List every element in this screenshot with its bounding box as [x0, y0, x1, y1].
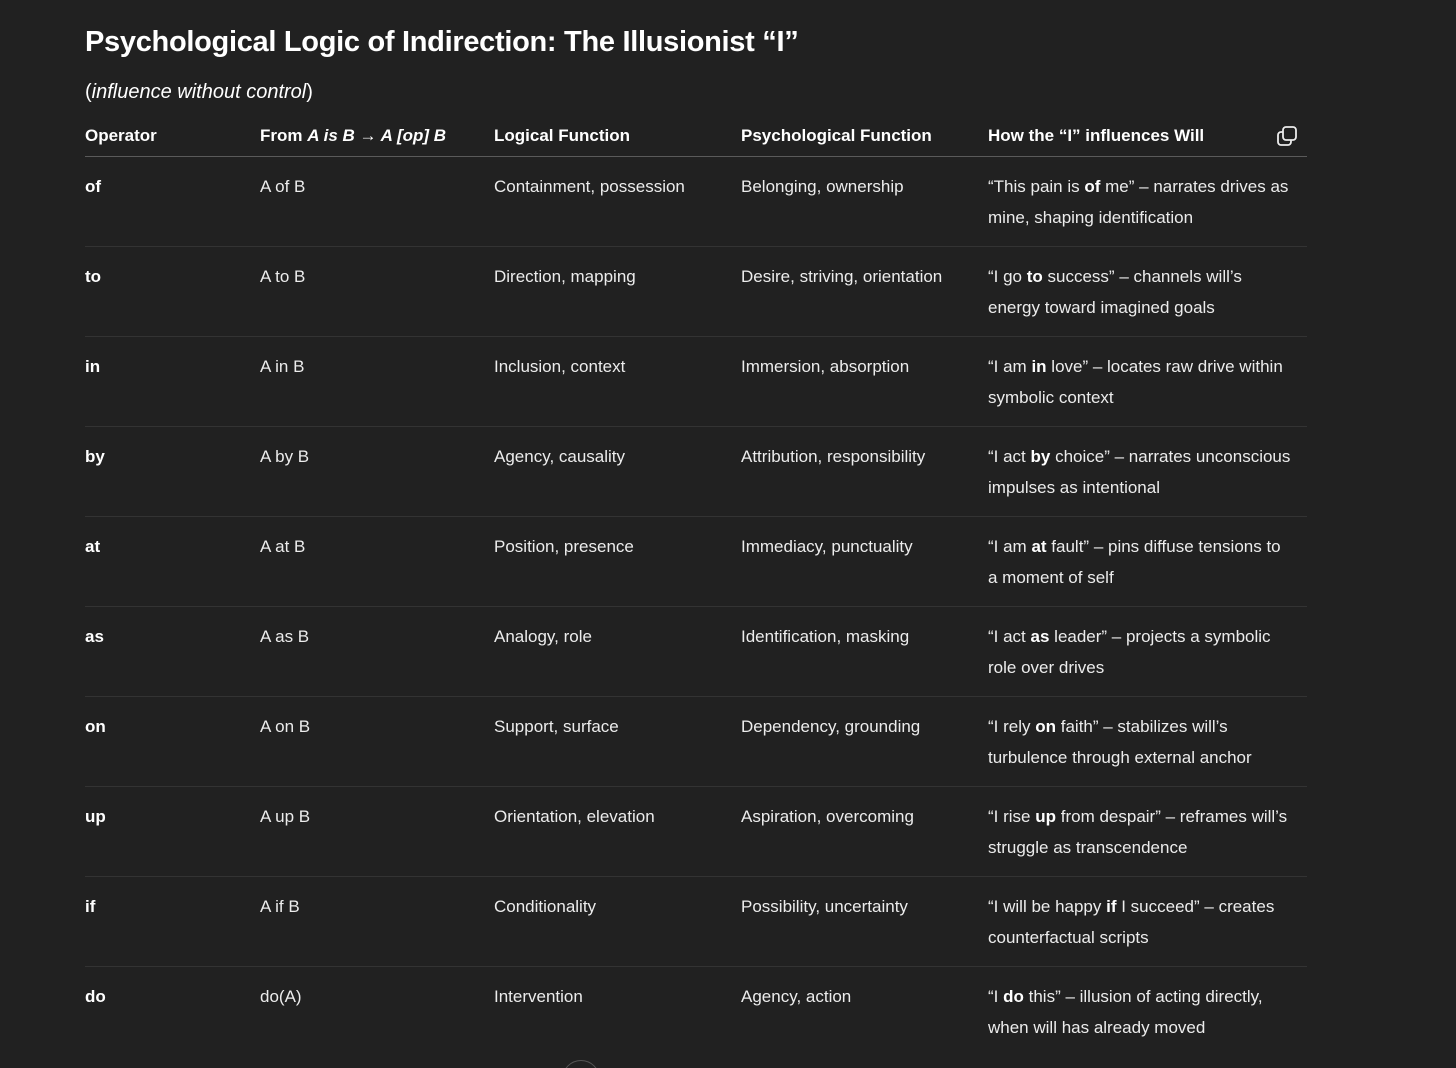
header-how — [988, 116, 1307, 157]
operators-table — [85, 116, 1307, 1056]
subtitle-close: ) — [306, 81, 313, 103]
operator-cell: of — [85, 157, 260, 247]
how-text-post: from despair” – reframes will’s struggle as transcendence — [988, 807, 1288, 857]
how-cell — [988, 607, 1307, 697]
page-title: Psychological Logic of Indirection: The Illusionist “I” — [85, 26, 799, 58]
psychological-function-cell: Identification, masking — [741, 607, 988, 697]
psychological-function-cell: Immersion, absorption — [741, 337, 988, 427]
table-row — [85, 787, 1307, 877]
how-cell — [988, 427, 1307, 517]
header-how-label: How the “I” influences Will — [988, 126, 1205, 145]
table-row — [85, 427, 1307, 517]
how-text-operator: at — [1031, 537, 1047, 556]
table-header-row — [85, 116, 1307, 157]
form-cell: A on B — [260, 697, 494, 787]
form-cell: A by B — [260, 427, 494, 517]
how-text-pre: “This pain is — [988, 177, 1085, 196]
how-text-post: success” – channels will’s energy toward imagined goals — [988, 267, 1242, 317]
how-text-post: faith” – stabilizes will’s turbulence through external anchor — [988, 717, 1252, 767]
how-text-operator: as — [1030, 627, 1050, 646]
how-text-operator: of — [1084, 177, 1101, 196]
how-cell — [988, 787, 1307, 877]
how-text-pre: “I will be happy — [988, 897, 1107, 916]
how-cell — [988, 337, 1307, 427]
logical-function-cell: Containment, possession — [494, 157, 741, 247]
how-text-operator: do — [1003, 987, 1024, 1006]
form-cell: A of B — [260, 157, 494, 247]
how-text-operator: up — [1035, 807, 1057, 826]
header-from-prefix: From — [260, 126, 308, 145]
operator-cell: as — [85, 607, 260, 697]
form-cell: A as B — [260, 607, 494, 697]
how-text-pre: “I rely — [988, 717, 1036, 736]
psychological-function-cell: Possibility, uncertainty — [741, 877, 988, 967]
how-text-pre: “I — [988, 987, 1004, 1006]
psychological-function-cell: Immediacy, punctuality — [741, 517, 988, 607]
table-row — [85, 697, 1307, 787]
header-operator: Operator — [85, 116, 260, 157]
operator-cell: up — [85, 787, 260, 877]
how-text-post: fault” – pins diffuse tensions to a moment of self — [988, 537, 1281, 587]
psychological-function-cell: Belonging, ownership — [741, 157, 988, 247]
how-cell — [988, 967, 1307, 1057]
how-cell — [988, 247, 1307, 337]
how-cell — [988, 157, 1307, 247]
operator-cell: at — [85, 517, 260, 607]
how-text-pre: “I am — [988, 537, 1032, 556]
logical-function-cell: Intervention — [494, 987, 583, 1006]
logical-function-cell: Position, presence — [494, 517, 741, 607]
psychological-function-cell: Dependency, grounding — [741, 697, 988, 787]
table-row — [85, 967, 1307, 1057]
psychological-function-cell: Desire, striving, orientation — [741, 247, 988, 337]
how-text-post: leader” – projects a symbolic role over drives — [988, 627, 1271, 677]
operator-cell: if — [85, 877, 260, 967]
logical-function-cell: Agency, causality — [494, 427, 741, 517]
subtitle — [85, 81, 313, 104]
table-row — [85, 247, 1307, 337]
form-cell: A in B — [260, 337, 494, 427]
logical-function-cell: Direction, mapping — [494, 247, 741, 337]
psychological-function-cell: Attribution, responsibility — [741, 427, 988, 517]
how-text-post: I succeed” – creates counterfactual scripts — [988, 897, 1275, 947]
operator-cell: by — [85, 427, 260, 517]
how-text-pre: “I rise — [988, 807, 1036, 826]
how-text-operator: to — [1026, 267, 1043, 286]
header-psychological-function: Psychological Function — [741, 116, 988, 157]
operator-cell: on — [85, 697, 260, 787]
how-cell — [988, 877, 1307, 967]
form-cell: A up B — [260, 787, 494, 877]
how-text-post: choice” – narrates unconscious impulses as intentional — [988, 447, 1291, 497]
table-row — [85, 517, 1307, 607]
copy-icon[interactable] — [1275, 124, 1299, 148]
form-cell: A if B — [260, 877, 494, 967]
how-cell — [988, 517, 1307, 607]
how-text-operator: if — [1106, 897, 1117, 916]
logical-function-cell: Analogy, role — [494, 607, 741, 697]
scroll-down-button[interactable] — [562, 1060, 600, 1068]
table-row — [85, 877, 1307, 967]
subtitle-open: ( — [85, 81, 92, 103]
logical-function-cell: Orientation, elevation — [494, 787, 741, 877]
form-cell: A to B — [260, 247, 494, 337]
how-text-pre: “I act — [988, 447, 1031, 466]
subtitle-italic: influence without control — [91, 81, 307, 103]
psychological-function-cell: Aspiration, overcoming — [741, 787, 988, 877]
table-row — [85, 337, 1307, 427]
how-text-pre: “I go — [988, 267, 1027, 286]
how-text-post: this” – illusion of acting directly, when will has already moved — [988, 987, 1263, 1037]
how-text-operator: in — [1031, 357, 1047, 376]
header-from-formula: A is B → A [op] B — [307, 126, 447, 145]
header-from — [260, 116, 494, 157]
how-text-post: me” – narrates drives as mine, shaping identification — [988, 177, 1289, 227]
form-cell: A at B — [260, 517, 494, 607]
table-row — [85, 157, 1307, 247]
psychological-function-cell: Agency, action — [741, 987, 852, 1006]
header-logical-function: Logical Function — [494, 116, 741, 157]
logical-function-cell: Conditionality — [494, 877, 741, 967]
how-text-pre: “I am — [988, 357, 1032, 376]
how-text-pre: “I act — [988, 627, 1031, 646]
how-text-post: love” – locates raw drive within symbolic context — [988, 357, 1283, 407]
logical-function-cell: Inclusion, context — [494, 337, 741, 427]
operator-cell: do — [85, 987, 106, 1006]
form-cell: do(A) — [260, 987, 302, 1006]
table-row — [85, 607, 1307, 697]
how-text-operator: by — [1030, 447, 1051, 466]
how-cell — [988, 697, 1307, 787]
logical-function-cell: Support, surface — [494, 697, 741, 787]
operator-cell: to — [85, 247, 260, 337]
how-text-operator: on — [1035, 717, 1057, 736]
operator-cell: in — [85, 337, 260, 427]
